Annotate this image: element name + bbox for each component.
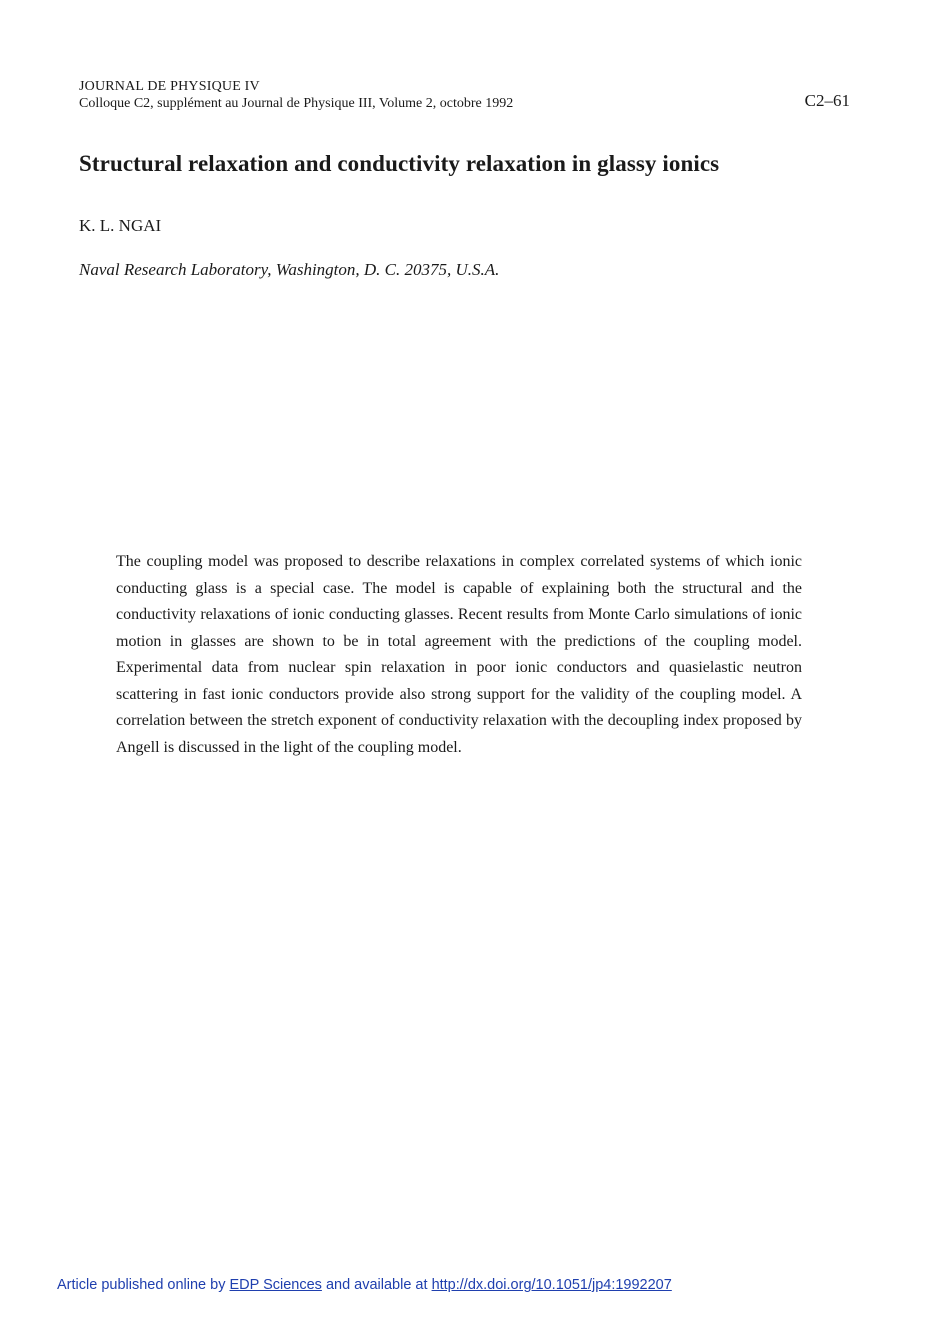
author-affiliation: Naval Research Laboratory, Washington, D. C. 20375, U.S.A. (79, 260, 500, 279)
article-title: Structural relaxation and conductivity relaxation in glassy ionics (79, 151, 720, 176)
footer-publication-note (57, 1276, 672, 1294)
author-name: K. L. NGAI (79, 216, 162, 235)
colloque-line: Colloque C2, supplément au Journal de Physique III, Volume 2, octobre 1992 (79, 96, 514, 111)
doi-link[interactable]: http://dx.doi.org/10.1051/jp4:1992207 (431, 1277, 672, 1293)
journal-name: JOURNAL DE PHYSIQUE IV (79, 79, 260, 94)
page-number: C2–61 (804, 91, 850, 110)
abstract-text: The coupling model was proposed to describe relaxations in complex correlated systems of which ionic conducting glass is a special case. The model is capable of explaining both the structural and the conductivity relaxations of ionic conducting glasses. Recent results from Monte Carlo simulations of ionic motion in glasses are shown to be in total agreement with the predictions of the coupling model. Experimental data from nuclear spin relaxation in poor ionic conductors and quasielastic neutron scattering in fast ionic conductors provide also strong support for the validity of the coupling model. A correlation between the stretch exponent of conductivity relaxation with the decoupling index proposed by Angell is discussed in the light of the coupling model. (116, 553, 802, 756)
edp-sciences-link[interactable]: EDP Sciences (229, 1277, 322, 1293)
footer-middle: and available at (321, 1277, 432, 1293)
footer-prefix: Article published online by (57, 1277, 230, 1293)
